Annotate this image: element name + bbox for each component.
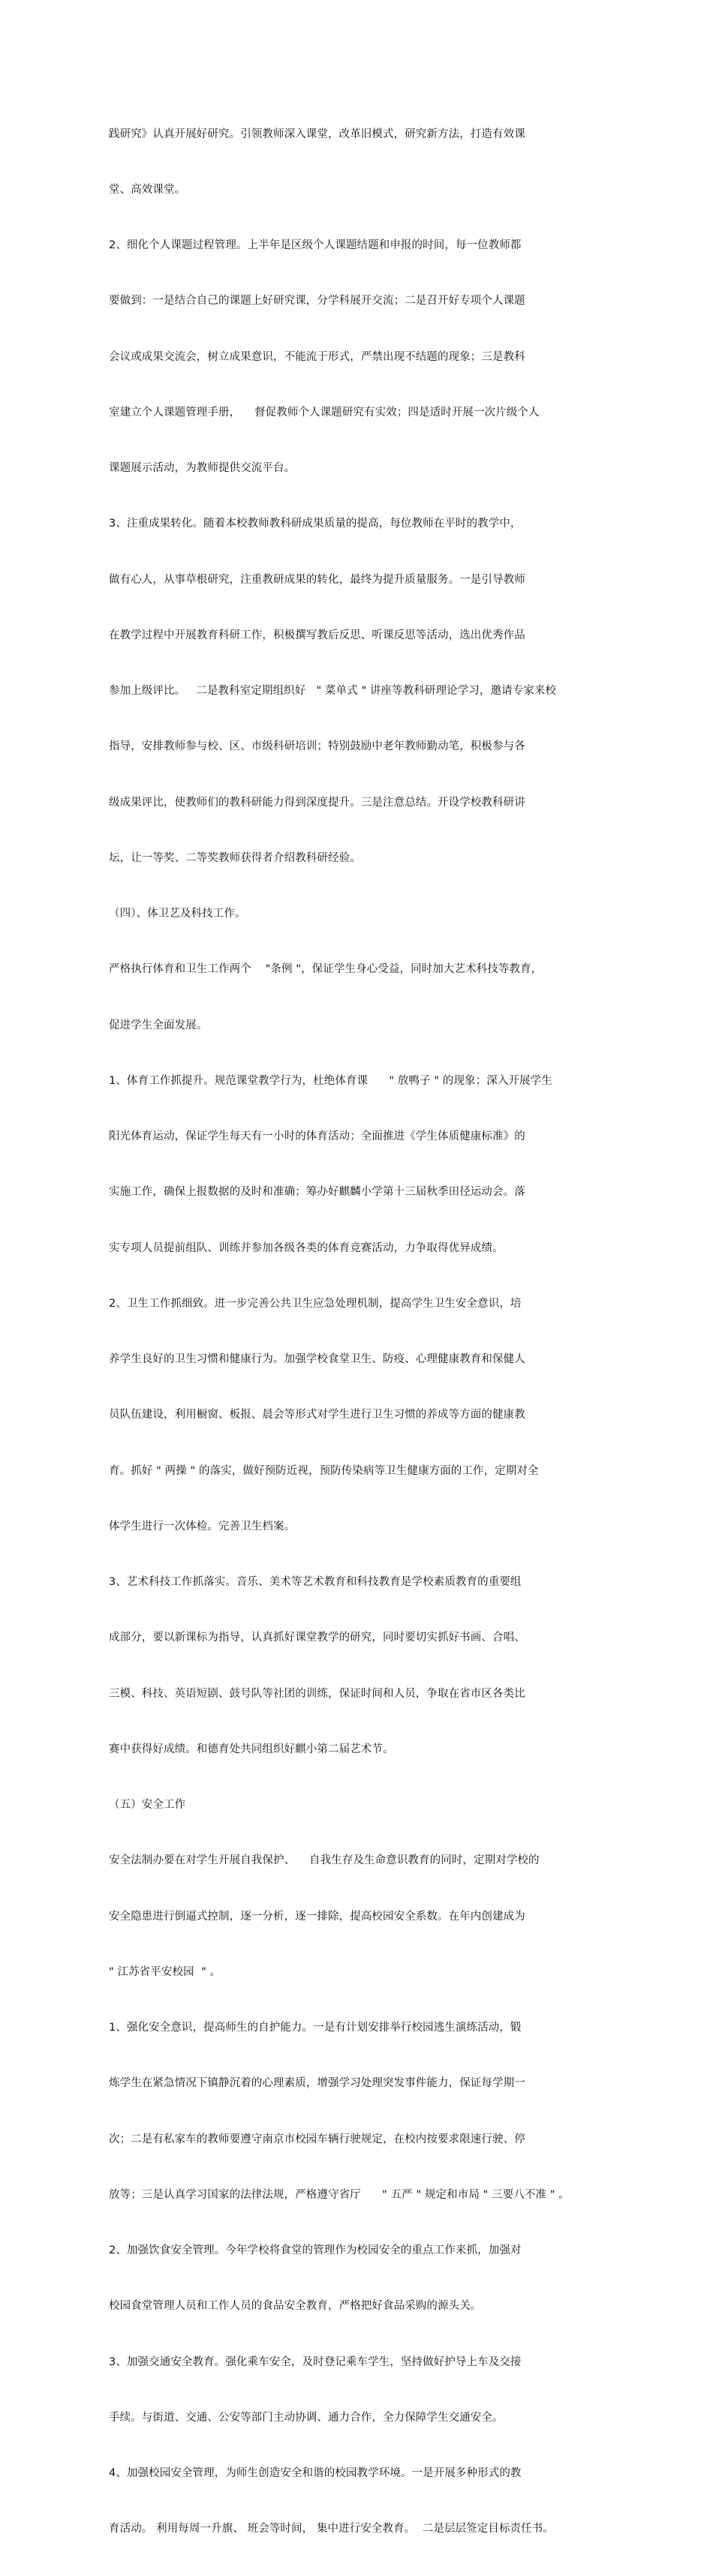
text-line: 促进学生全面发展。 [109, 1019, 208, 1031]
section-heading: （四）、体卫艺及科技工作。 [109, 908, 246, 920]
text-line: 1、强化安全意识，提高师生的自护能力。一是有计划安排举行校园逃生演练活动，锻 [109, 2022, 522, 2034]
text-line: " 江苏省平安校园 " 。 [109, 1965, 221, 1978]
text-line: 践研究》认真开展好研究。引领教师深入课堂，改革旧模式，研究新方法，打造有效课 [109, 128, 525, 140]
text-line: 1、体育工作抓提升。规范课堂教学行为，杜绝体育课 " 放鸭子 " 的现象；深入开展学生 [109, 1074, 552, 1087]
text-line: 2、卫生工作抓细致。进一步完善公共卫生应急处理机制，提高学生卫生安全意识，培 [109, 1297, 522, 1310]
text-line: 育。抓好 " 两操 " 的落实，做好预防近视，预防传染病等卫生健康方面的工作，定期对全 [109, 1464, 539, 1477]
text-line: 指导，安排教师参与校、区、市级科研培训；特别鼓励中老年教师勤动笔，积极参与各 [109, 740, 525, 753]
text-line: 坛，让一等奖、二等奖教师获得者介绍教科研经验。 [109, 851, 361, 864]
text-line: 安全隐患进行倒逼式控制，逐一分析，逐一排除，提高校园安全系数。在年内创建成为 [109, 1910, 525, 1923]
text-line: 2、细化个人课题过程管理。上半年是区级个人课题结题和申报的时间，每一位教师都 [109, 239, 522, 251]
text-line: 校园食堂管理人员和工作人员的食品安全教育，严格把好食品采购的源头关。 [109, 2300, 482, 2313]
text-line: 体学生进行一次体检。完善卫生档案。 [109, 1520, 296, 1533]
text-line: 手续。与街道、交通、公安等部门主动协调、通力合作，全力保障学生交通安全。 [109, 2411, 504, 2424]
text-line: 做有心人，从事草根研究，注重教研成果的转化，最终为提升质量服务。一是引导教师 [109, 573, 525, 586]
text-line: 炼学生在紧急情况下镇静沉着的心理素质，增强学习处理突发事件能力，保证每学期一 [109, 2077, 525, 2090]
text-line: 3、注重成果转化。随着本校教师教科研成果质量的提高，每位教师在平时的教学中， [109, 518, 522, 530]
text-line: 员队伍建设，利用橱窗、板报、晨会等形式对学生进行卫生习惯的养成等方面的健康教 [109, 1409, 525, 1422]
section-heading: （五）安全工作 [109, 1799, 186, 1811]
text-line: 实施工作，确保上报数据的及时和准确；筹办好麒麟小学第十三届秋季田径运动会。落 [109, 1186, 525, 1199]
text-line: 堂、高效课堂。 [109, 183, 186, 196]
text-line: 阳光体育运动，保证学生每天有一小时的体育活动；全面推进《学生体质健康标准》的 [109, 1130, 525, 1142]
text-line: 养学生良好的卫生习惯和健康行为。加强学校食堂卫生、防疫、心理健康教育和保健人 [109, 1353, 525, 1365]
text-line: 三模、科技、英语短剧、鼓号队等社团的训练，保证时间和人员，争取在省市区各类比 [109, 1687, 525, 1700]
text-line: 4、加强校园安全管理，为师生创造安全和谐的校园教学环境。一是开展多种形式的教 [109, 2467, 522, 2479]
text-line: 2、加强饮食安全管理。今年学校将食堂的管理作为校园安全的重点工作来抓，加强对 [109, 2244, 522, 2256]
text-line: 放等；三是认真学习国家的法律法规，严格遵守省厅 " 五严 " 规定和市局 " 三要八不准 " 。 [109, 2188, 570, 2201]
text-line: 安全法制办要在对学生开展自我保护、 自我生存及生命意识教育的同时，定期对学校的 [109, 1854, 540, 1867]
text-line: 课题展示活动，为教师提供交流平台。 [109, 462, 296, 474]
text-line: 育活动。 利用每周一升旗、 班会等时间， 集中进行安全教育。 二是层层签定目标责任书。 [109, 2523, 554, 2535]
text-line: 次；二是有私家车的教师要遵守南京市校园车辆行驶规定，在校内按要求限速行驶、停 [109, 2133, 525, 2145]
document-body [109, 88, 619, 2576]
text-line: 室建立个人课题管理手册， 督促教师个人课题研究有实效；四是适时开展一次片级个人 [109, 406, 540, 419]
text-line: 3、艺术科技工作抓落实。音乐、美术等艺术教育和科技教育是学校素质教育的重要组 [109, 1576, 522, 1588]
text-line: 在教学过程中开展教育科研工作，积极撰写教后反思、听课反思等活动，选出优秀作品 [109, 629, 525, 641]
text-line: 成部分，要以新课标为指导，认真抓好课堂教学的研究，同时要切实抓好书画、合唱、 [109, 1632, 525, 1644]
text-line: 参加上级评比。 二是教科室定期组织好 " 菜单式 " 讲座等教科研理论学习，邀请专家来校 [109, 685, 557, 697]
text-line: 会议或成果交流会，树立成果意识，不能流于形式，严禁出现不结题的现象；三是教科 [109, 350, 525, 363]
text-line: 赛中获得好成绩。和德育处共同组织好麒小第二届艺术节。 [109, 1743, 394, 1755]
text-line: 要做到：一是结合自己的课题上好研究课，分学科展开交流；二是召开好专项个人课题 [109, 295, 525, 308]
text-line: 实专项人员提前组队、训练并参加各级各类的体育竞赛活动，力争取得优异成绩。 [109, 1241, 504, 1254]
text-line: 3、加强交通安全教育。强化乘车安全，及时登记乘车学生，坚持做好护导上车及交接 [109, 2355, 522, 2368]
text-line: 严格执行体育和卫生工作两个 "条例 "，保证学生身心受益，同时加大艺术科技等教育， [109, 963, 543, 976]
text-line: 级成果评比，使教师们的教科研能力得到深度提升。三是注意总结。开设学校教科研讲 [109, 796, 525, 809]
